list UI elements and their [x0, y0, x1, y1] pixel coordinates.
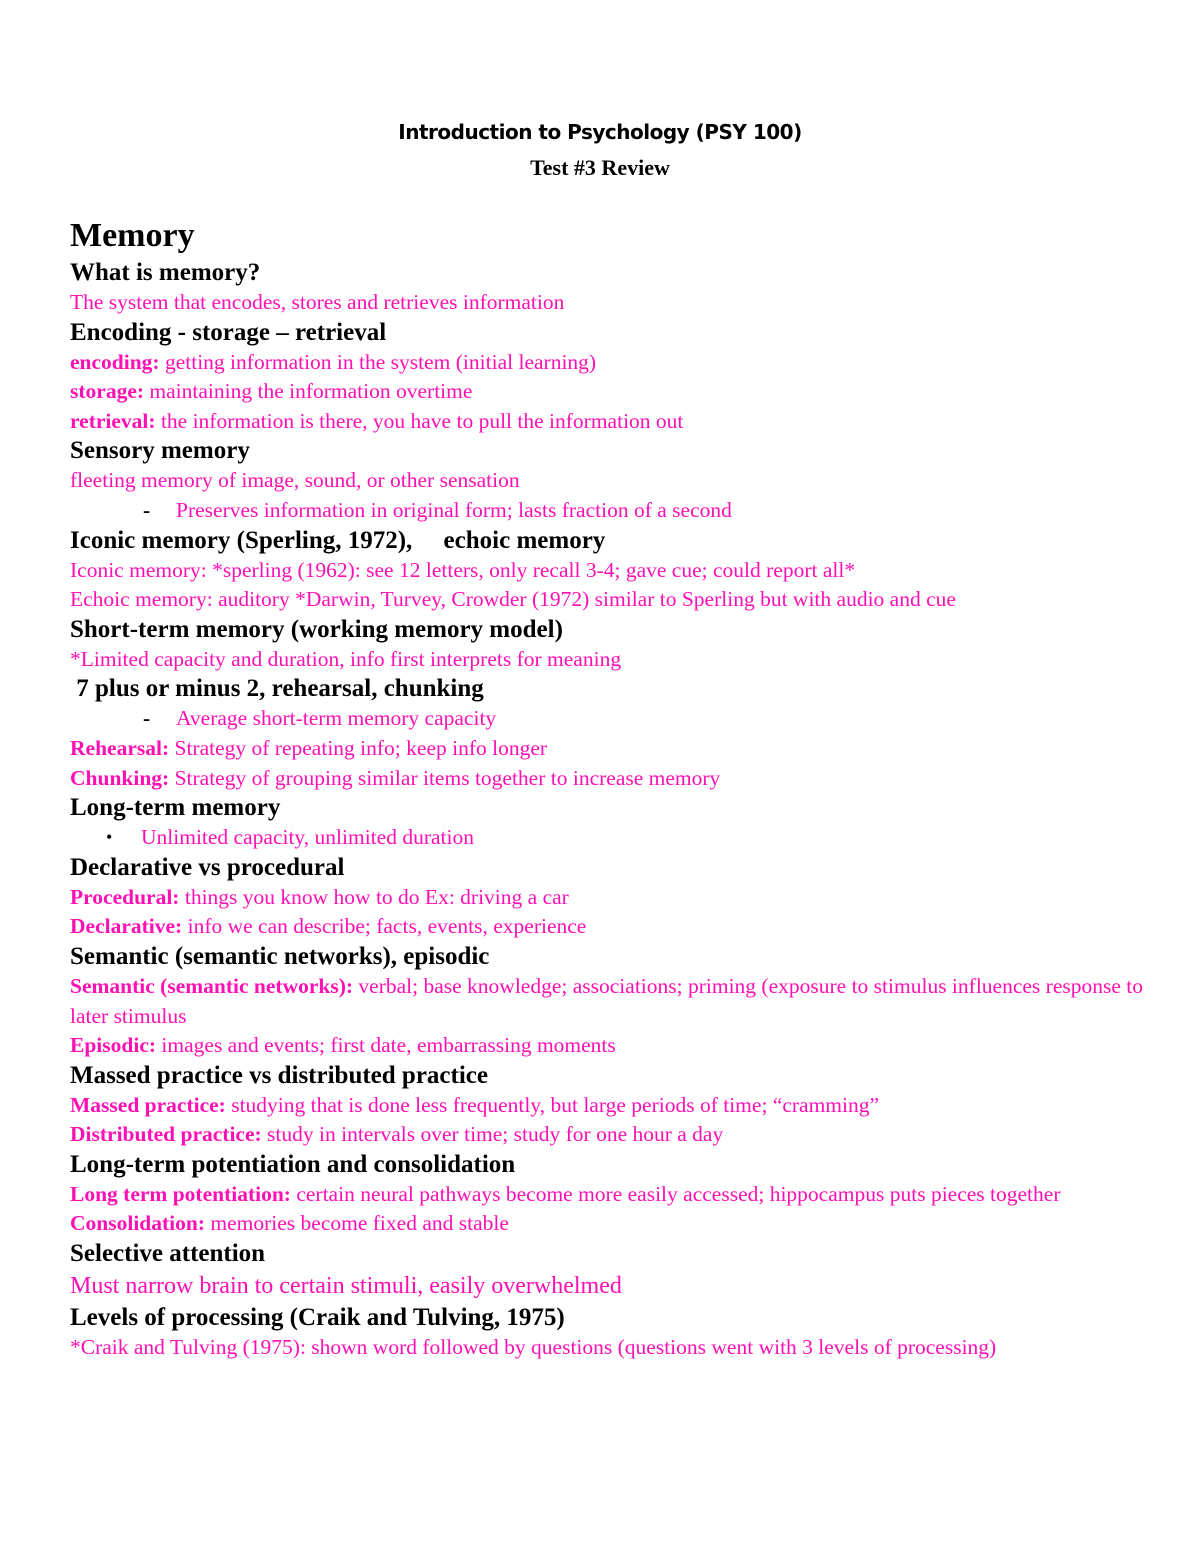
note-text: study in intervals over time; study for one hour a day	[261, 1122, 724, 1147]
note-term: Consolidation:	[70, 1211, 206, 1236]
topic-heading: Sensory memory	[70, 437, 250, 465]
list-item-text: Average short-term memory capacity	[176, 706, 497, 731]
note-line: The system that encodes, stores and retrieves information	[70, 290, 565, 314]
topic-heading: Long-term potentiation and consolidation	[70, 1150, 516, 1178]
dash-list-item	[70, 704, 1150, 734]
note-line: Must narrow brain to certain stimuli, easily overwhelmed	[70, 1273, 622, 1300]
note-text: the information is there, you have to pull the information out	[155, 408, 684, 433]
note-line	[70, 734, 1150, 764]
note-line	[70, 883, 1150, 913]
note-term: Distributed practice:	[70, 1122, 262, 1147]
note-term: encoding:	[70, 349, 160, 374]
note-text: maintaining the information overtime	[144, 379, 473, 404]
list-item-text: Preserves information in original form; lasts fraction of a second	[176, 497, 732, 522]
note-line	[70, 912, 1150, 942]
note-text: images and events; first date, embarrassing moments	[156, 1033, 616, 1058]
note-term: Declarative:	[70, 914, 183, 939]
note-text: things you know how to do Ex: driving a car	[179, 884, 569, 909]
section-title: Memory	[70, 217, 195, 254]
note-line: *Craik and Tulving (1975): shown word followed by questions (questions went with 3 levels of processing)	[70, 1335, 997, 1360]
note-term: Chunking:	[70, 765, 170, 790]
note-line: *Limited capacity and duration, info first interprets for meaning	[70, 646, 622, 671]
note-term: Episodic:	[70, 1033, 157, 1058]
dash-marker: -	[143, 497, 151, 522]
note-term: Procedural:	[70, 884, 180, 909]
dash-list-item	[70, 496, 1150, 526]
note-line	[70, 972, 1150, 1031]
topic-heading: What is memory?	[70, 259, 261, 286]
course-title: Introduction to Psychology (PSY 100)	[398, 120, 802, 144]
note-term: Massed practice:	[70, 1092, 226, 1117]
topic-heading: Selective attention	[70, 1240, 266, 1268]
note-text: certain neural pathways become more easily accessed; hippocampus puts pieces together	[290, 1181, 1061, 1206]
note-line: Iconic memory: *sperling (1962): see 12 letters, only recall 3-4; gave cue; could report all*	[70, 557, 856, 582]
note-line	[70, 1031, 1150, 1061]
note-term: Long term potentiation:	[70, 1181, 291, 1206]
note-text: Strategy of grouping similar items together to increase memory	[169, 765, 721, 790]
note-term: retrieval:	[70, 408, 156, 433]
note-line	[70, 377, 1150, 407]
topic-heading: Declarative vs procedural	[70, 853, 345, 881]
note-text: getting information in the system (initial learning)	[159, 349, 597, 374]
list-item-text: Unlimited capacity, unlimited duration	[141, 825, 474, 850]
topic-heading: Iconic memory (Sperling, 1972), echoic memory	[70, 526, 606, 554]
bullet-marker: •	[106, 827, 113, 848]
bullet-list-item	[70, 823, 1150, 853]
note-text: verbal; base knowledge; associations; priming (exposure to stimulus influences response to later stimulus	[70, 973, 1143, 1028]
note-line: fleeting memory of image, sound, or other sensation	[70, 468, 520, 493]
note-line	[70, 1209, 1150, 1239]
note-text: Strategy of repeating info; keep info longer	[169, 735, 548, 760]
topic-heading: Massed practice vs distributed practice	[70, 1061, 488, 1089]
note-line	[70, 1091, 1150, 1121]
document-body	[70, 214, 1150, 1363]
note-term: Semantic (semantic networks):	[70, 973, 354, 998]
note-text: memories become fixed and stable	[205, 1211, 509, 1236]
note-line: Echoic memory: auditory *Darwin, Turvey, Crowder (1972) similar to Sperling but with audio and cue	[70, 587, 956, 612]
topic-heading: Short-term memory (working memory model)	[70, 615, 563, 643]
note-text: info we can describe; facts, events, experience	[182, 914, 587, 939]
topic-heading: Encoding - storage – retrieval	[70, 318, 387, 346]
note-line	[70, 348, 1150, 378]
topic-heading: 7 plus or minus 2, rehearsal, chunking	[70, 675, 484, 703]
topic-heading: Semantic (semantic networks), episodic	[70, 942, 490, 970]
note-text: studying that is done less frequently, but large periods of time; “cramming”	[225, 1092, 880, 1117]
note-term: Rehearsal:	[70, 735, 170, 760]
note-line	[70, 764, 1150, 794]
note-line	[70, 407, 1150, 437]
note-line	[70, 1120, 1150, 1150]
dash-marker: -	[143, 706, 151, 731]
topic-heading: Long-term memory	[70, 794, 281, 822]
test-title: Test #3 Review	[530, 155, 670, 180]
note-line	[70, 1180, 1150, 1210]
note-term: storage:	[70, 379, 145, 404]
topic-heading: Levels of processing (Craik and Tulving, 1975)	[70, 1304, 565, 1332]
